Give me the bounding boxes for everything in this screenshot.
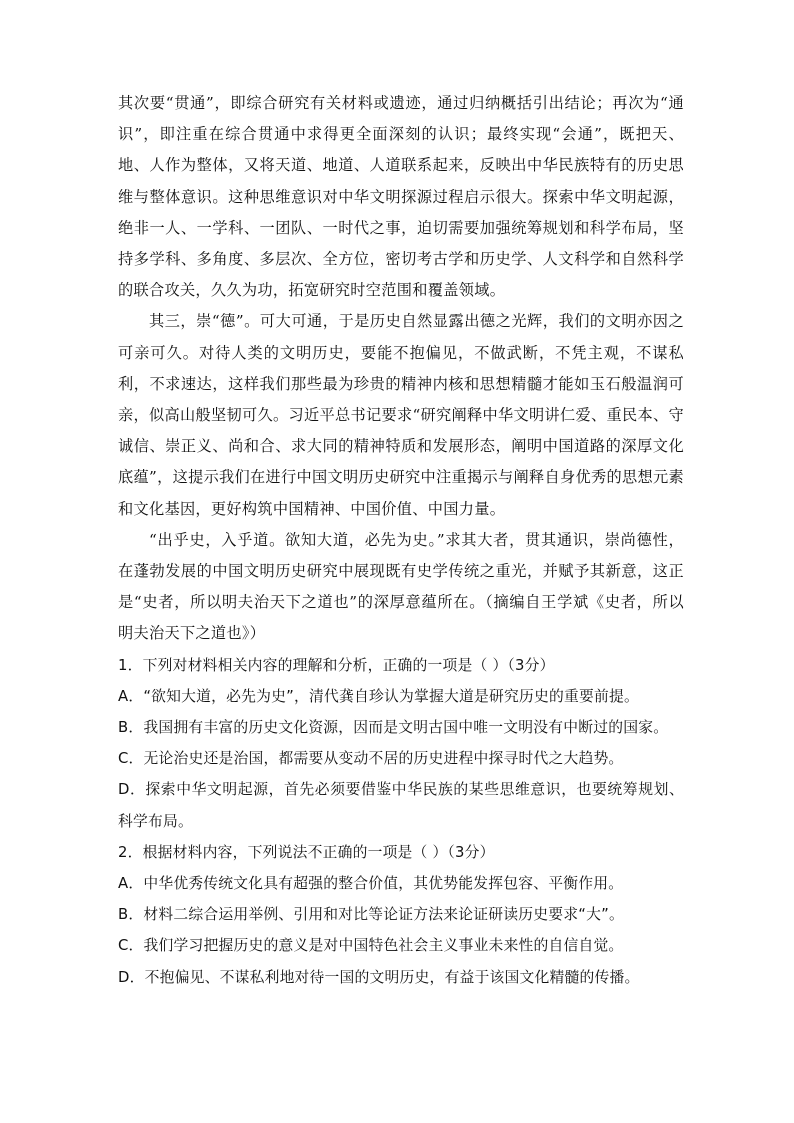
option-a: A．中华优秀传统文化具有超强的整合价值，其优势能发挥包容、平衡作用。 <box>118 875 624 893</box>
passage-paragraph: 其次要“贯通”，即综合研究有关材料或遗迹，通过归纳概括引出结论；再次为“通识”，即注重在综合贯通中求得更全面深刻的认识；最终实现“会通”，既把天、地、人作为整体，又将天道、地道、人道联系起来，反映出中华民族特有的历史思维与整体意识。这种思维意识对中华文明探源过程启示很大。探索中华文明起源，绝非一人、一学科、一团队、一时代之事，迫切需要加强统筹规划和科学布局，坚持多学科、多角度、多层次、全方位，密切考古学和历史学、人文科学和自然科学的联合攻关，久久为功，拓宽研究时空范围和覆盖领域。 <box>118 94 684 300</box>
question-stem: 1．下列对材料相关内容的理解和分析，正确的一项是（ ）（3分） <box>118 656 555 674</box>
option-d: D．不抱偏见、不谋私利地对待一国的文明历史，有益于该国文化精髓的传播。 <box>118 968 640 986</box>
document-page <box>118 88 684 993</box>
option-d: D．探索中华文明起源，首先必须要借鉴中华民族的某些思维意识，也要统筹规划、科学布局。 <box>118 781 684 830</box>
reading-passage <box>118 88 684 650</box>
question-2 <box>118 837 684 993</box>
option-a: A．“欲知大道，必先为史”，清代龚自珍认为掌握大道是研究历史的重要前提。 <box>118 687 639 705</box>
option-b: B．材料二综合运用举例、引用和对比等论证方法来论证研读历史要求“大”。 <box>118 906 624 924</box>
question-1 <box>118 650 684 837</box>
option-b: B．我国拥有丰富的历史文化资源，因而是文明古国中唯一文明没有中断过的国家。 <box>118 719 669 737</box>
question-list <box>118 650 684 993</box>
passage-paragraph: “出乎史，入乎道。欲知大道，必先为史。”求其大者，贯其通识，崇尚德性，在蓬勃发展的中国文明历史研究中展现既有史学传统之重光，并赋予其新意，这正是“史者，所以明夫治天下之道也”的深厚意蕴所在。（摘编自王学斌《史者，所以明夫治天下之道也》） <box>118 530 684 643</box>
option-c: C．无论治史还是治国，都需要从变动不居的历史进程中探寻时代之大趋势。 <box>118 750 624 768</box>
question-stem: 2．根据材料内容，下列说法不正确的一项是（ ）（3分） <box>118 843 495 861</box>
option-c: C．我们学习把握历史的意义是对中国特色社会主义事业未来性的自信自觉。 <box>118 937 624 955</box>
passage-paragraph: 其三，崇“德”。可大可通，于是历史自然显露出德之光辉，我们的文明亦因之可亲可久。对待人类的文明历史，要能不抱偏见，不做武断，不凭主观，不谋私利，不求速达，这样我们那些最为珍贵的精神内核和思想精髓才能如玉石般温润可亲，似高山般坚韧可久。习近平总书记要求“研究阐释中华文明讲仁爱、重民本、守诚信、崇正义、尚和合、求大同的精神特质和发展形态，阐明中国道路的深厚文化底蕴”，这提示我们在进行中国文明历史研究中注重揭示与阐释自身优秀的思想元素和文化基因，更好构筑中国精神、中国价值、中国力量。 <box>118 312 684 518</box>
